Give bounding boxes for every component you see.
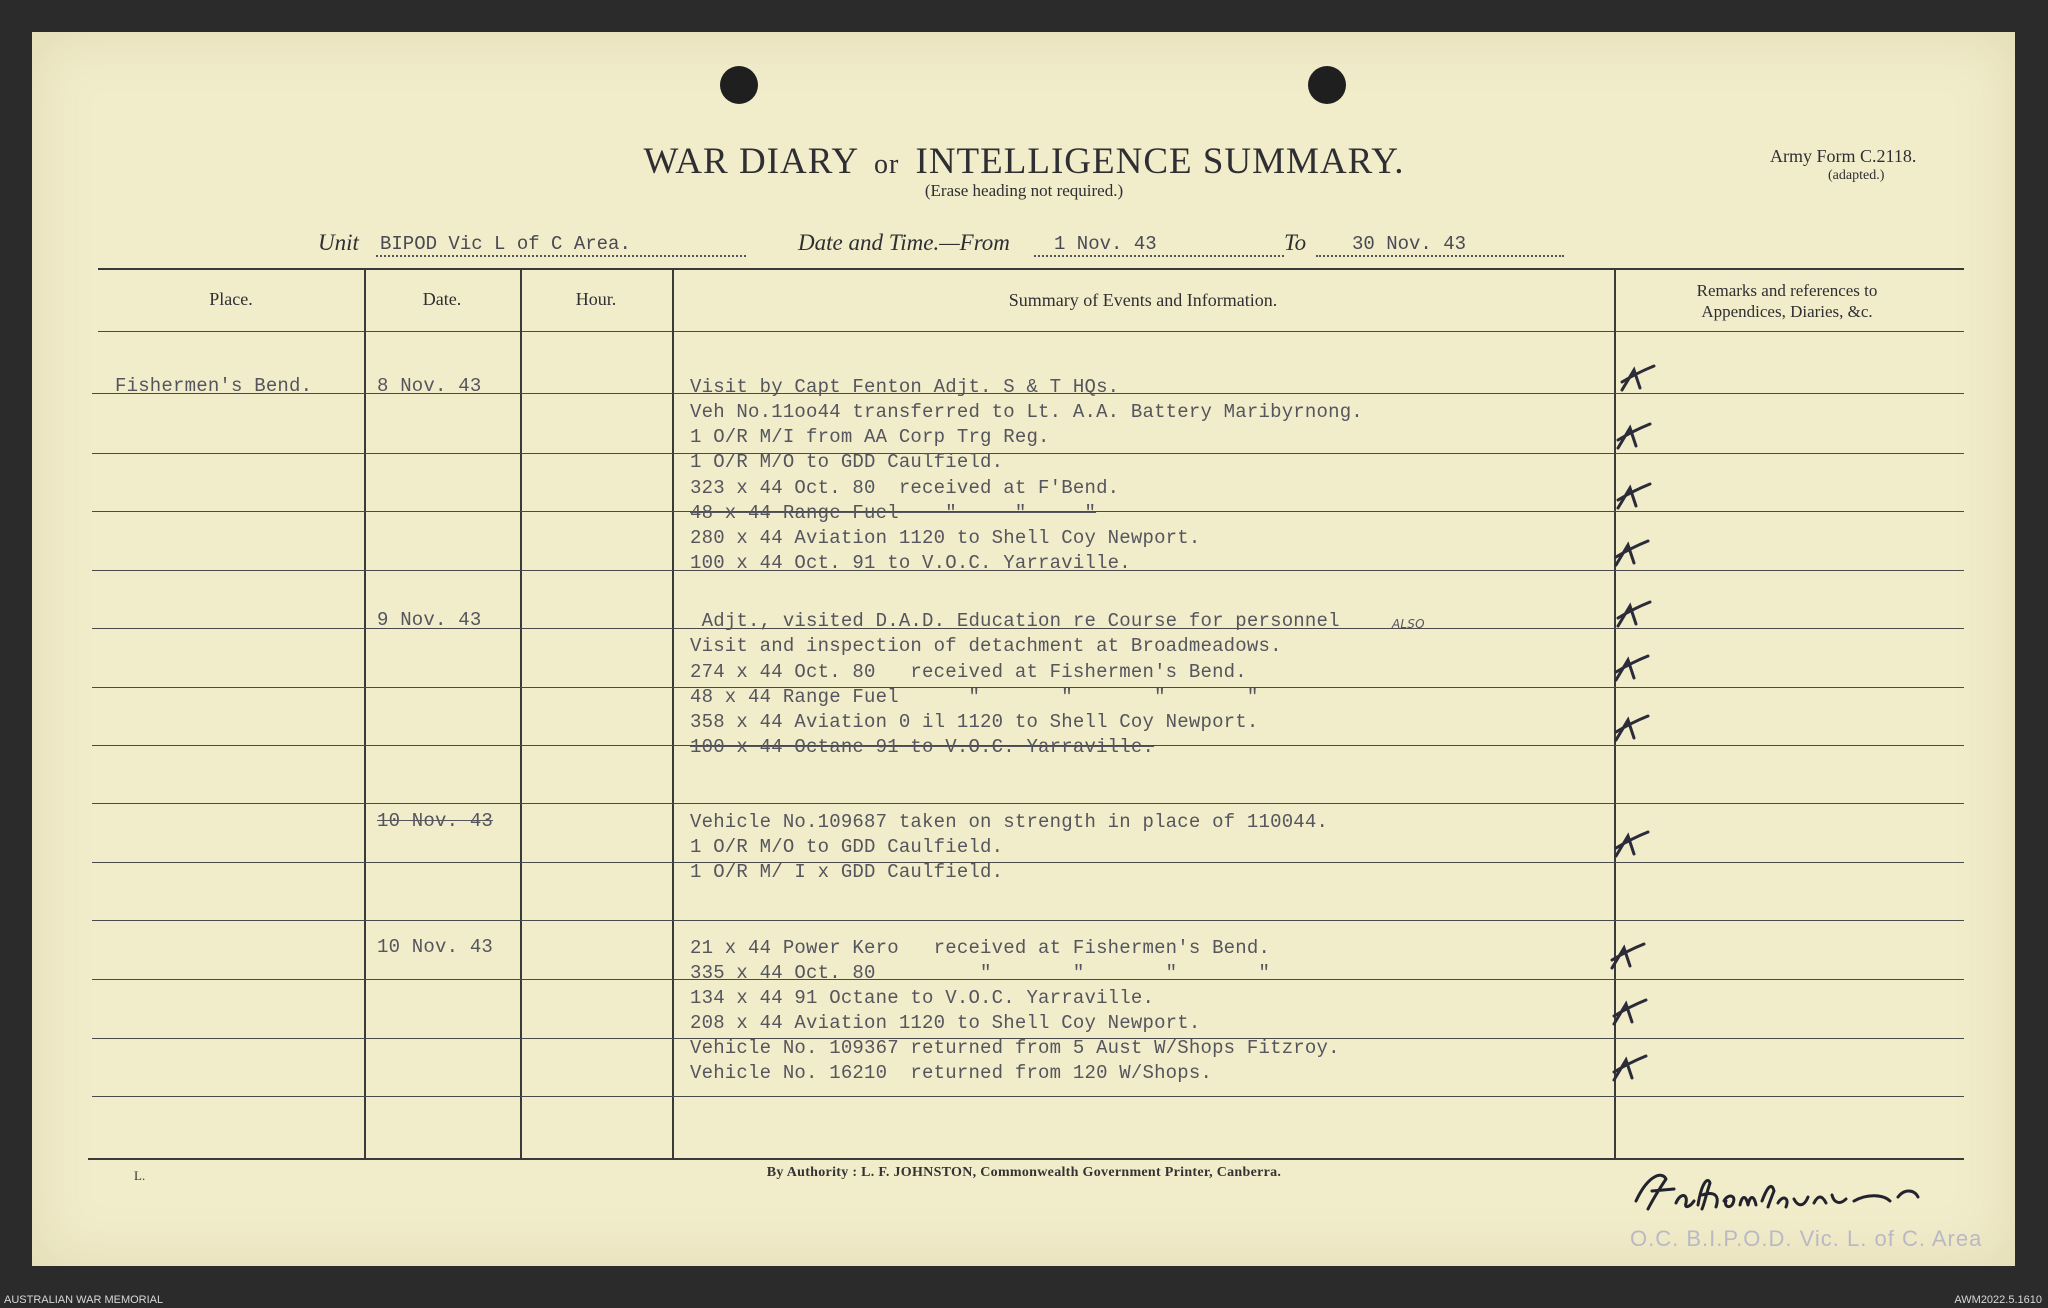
column-header-place: Place. bbox=[209, 289, 253, 309]
summary-line: Visit by Capt Fenton Adjt. S & T HQs. bbox=[690, 376, 1120, 398]
check-mark-icon bbox=[1608, 940, 1648, 974]
summary-line: Vehicle No. 109367 returned from 5 Aust W/Shops Fitzroy. bbox=[690, 1037, 1340, 1059]
remarks-header-line-1: Remarks and references to bbox=[1696, 281, 1878, 300]
column-header-remarks bbox=[1618, 280, 1956, 322]
unit-dotted-line bbox=[376, 255, 746, 257]
archive-source: AUSTRALIAN WAR MEMORIAL bbox=[4, 1294, 164, 1306]
to-value: 30 Nov. 43 bbox=[1352, 233, 1467, 255]
unit-stamp: O.C. B.I.P.O.D. Vic. L. of C. Area bbox=[1630, 1226, 1983, 1251]
summary-line: 134 x 44 91 Octane to V.O.C. Yarraville. bbox=[690, 987, 1155, 1009]
army-form-number: Army Form C.2118. bbox=[1770, 146, 1917, 166]
summary-line: 1 O/R M/O to GDD Caulfield. bbox=[690, 836, 1004, 858]
row-rule bbox=[92, 862, 1964, 863]
summary-line: 1 O/R M/I from AA Corp Trg Reg. bbox=[690, 426, 1050, 448]
place-entry: Fishermen's Bend. bbox=[115, 375, 313, 397]
from-dotted-line bbox=[1034, 255, 1284, 257]
check-mark-icon bbox=[1614, 480, 1654, 514]
form-code: L. bbox=[134, 1168, 146, 1183]
summary-line: 21 x 44 Power Kero received at Fishermen's Bend. bbox=[690, 937, 1271, 959]
printer-authority: By Authority : L. F. JOHNSTON, Commonwealth Government Printer, Canberra. bbox=[766, 1165, 1282, 1180]
row-rule bbox=[92, 453, 1964, 454]
summary-line: Visit and inspection of detachment at Broadmeadows. bbox=[690, 635, 1282, 657]
summary-line: Veh No.11oo44 transferred to Lt. A.A. Battery Maribyrnong. bbox=[690, 401, 1363, 423]
summary-line: 280 x 44 Aviation 1120 to Shell Coy Newport. bbox=[690, 527, 1201, 549]
punch-hole-right bbox=[1308, 66, 1346, 104]
summary-line: 100 x 44 Oct. 91 to V.O.C. Yarraville. bbox=[690, 552, 1131, 574]
row-rule bbox=[92, 1096, 1964, 1097]
date-entry: 9 Nov. 43 bbox=[377, 609, 482, 631]
date-entry-struck: 10 Nov. 43 bbox=[377, 810, 494, 832]
title-part-1: WAR DIARY bbox=[643, 141, 858, 182]
title-or: or bbox=[873, 149, 900, 180]
archive-accession: AWM2022.5.1610 bbox=[1954, 1294, 2042, 1306]
row-rule bbox=[92, 803, 1964, 804]
summary-line: 208 x 44 Aviation 1120 to Shell Coy Newport. bbox=[690, 1012, 1201, 1034]
summary-line: 1 O/R M/O to GDD Caulfield. bbox=[690, 451, 1004, 473]
summary-line-struck: 48 x 44 Range Fuel " " " bbox=[690, 502, 1097, 524]
handwritten-also: ALSO bbox=[1392, 617, 1425, 631]
date-time-label: Date and Time.—From bbox=[798, 230, 1010, 255]
signature bbox=[1628, 1165, 1948, 1227]
summary-line: 48 x 44 Range Fuel " " " " bbox=[690, 686, 1259, 708]
column-header-date: Date. bbox=[422, 289, 462, 309]
summary-line: Vehicle No.109687 taken on strength in place of 110044. bbox=[690, 811, 1329, 833]
summary-line-struck: 100 x 44 Octane 91 to V.O.C. Yarraville. bbox=[690, 736, 1155, 758]
title-part-2: INTELLIGENCE SUMMARY. bbox=[915, 141, 1405, 182]
check-mark-icon bbox=[1618, 362, 1658, 396]
column-header-hour: Hour. bbox=[575, 289, 617, 309]
summary-line: Adjt., visited D.A.D. Education re Course for personnel bbox=[690, 610, 1340, 632]
army-form-adapted: (adapted.) bbox=[1828, 168, 1885, 183]
summary-line: 274 x 44 Oct. 80 received at Fishermen's Bend. bbox=[690, 661, 1247, 683]
summary-line: 335 x 44 Oct. 80 " " " " bbox=[690, 962, 1271, 984]
check-mark-icon bbox=[1612, 652, 1652, 686]
page-subtitle: (Erase heading not required.) bbox=[924, 181, 1124, 200]
unit-value: BIPOD Vic L of C Area. bbox=[380, 233, 631, 255]
check-mark-icon bbox=[1610, 1052, 1650, 1086]
from-value: 1 Nov. 43 bbox=[1054, 233, 1157, 255]
date-entry: 10 Nov. 43 bbox=[377, 936, 494, 958]
summary-line: 323 x 44 Oct. 80 received at F'Bend. bbox=[690, 477, 1120, 499]
to-dotted-line bbox=[1316, 255, 1564, 257]
check-mark-icon bbox=[1614, 598, 1654, 632]
summary-line: Vehicle No. 16210 returned from 120 W/Shops. bbox=[690, 1062, 1213, 1084]
check-mark-icon bbox=[1612, 537, 1652, 571]
check-mark-icon bbox=[1612, 712, 1652, 746]
punch-hole-left bbox=[720, 66, 758, 104]
date-entry: 8 Nov. 43 bbox=[377, 375, 482, 397]
table-top-rule bbox=[98, 268, 1964, 270]
column-divider-3 bbox=[672, 268, 674, 1158]
page-title bbox=[0, 140, 2048, 183]
summary-line: 1 O/R M/ I x GDD Caulfield. bbox=[690, 861, 1004, 883]
unit-label: Unit bbox=[318, 230, 359, 255]
column-header-summary: Summary of Events and Information. bbox=[1008, 290, 1278, 310]
to-label: To bbox=[1284, 230, 1307, 255]
summary-line: 358 x 44 Aviation 0 il 1120 to Shell Coy Newport. bbox=[690, 711, 1259, 733]
column-divider-1 bbox=[364, 268, 366, 1158]
remarks-header-line-2: Appendices, Diaries, &c. bbox=[1701, 302, 1873, 321]
column-divider-2 bbox=[520, 268, 522, 1158]
check-mark-icon bbox=[1610, 996, 1650, 1030]
header-bottom-rule bbox=[98, 331, 1964, 332]
table-bottom-rule bbox=[88, 1158, 1964, 1160]
check-mark-icon bbox=[1614, 420, 1654, 454]
row-rule bbox=[92, 920, 1964, 921]
check-mark-icon bbox=[1612, 828, 1652, 862]
